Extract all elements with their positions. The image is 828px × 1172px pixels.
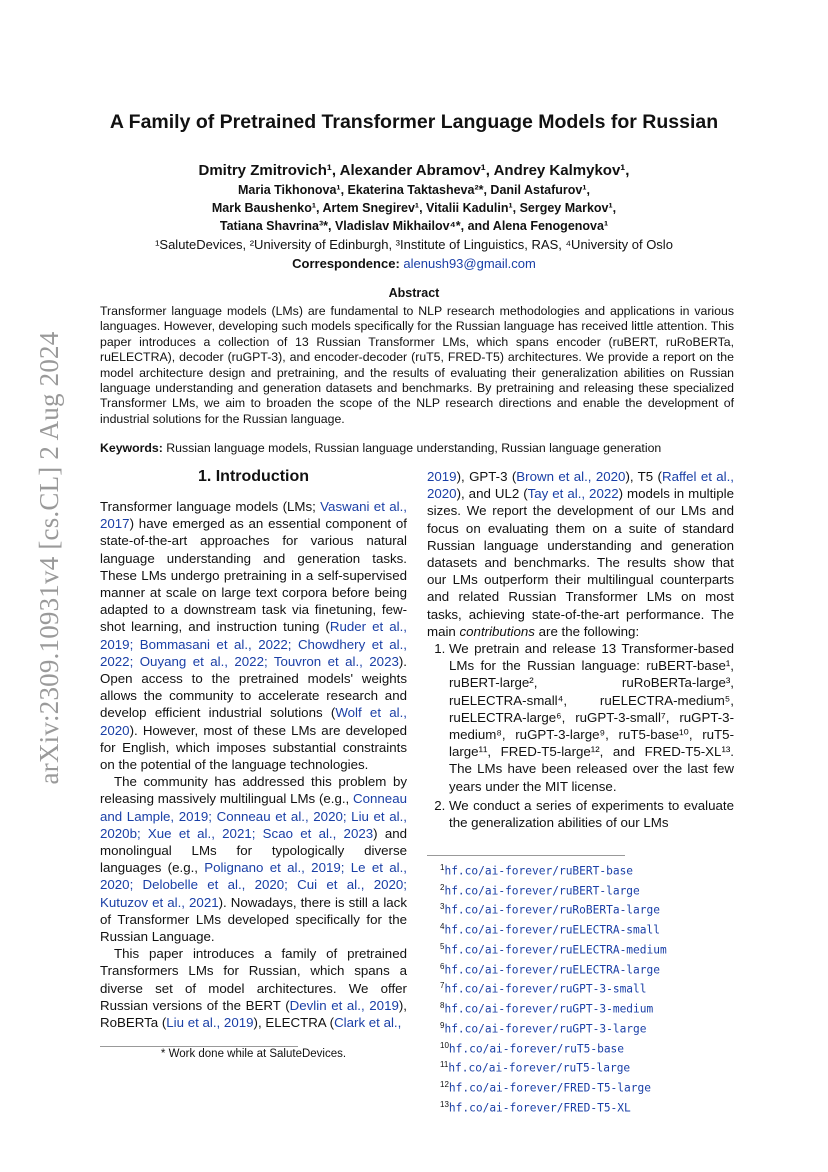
text-span: The community has addressed this problem by releasing massively multilingual LMs (e.g., xyxy=(100,774,407,807)
author-line-4: Tatiana Shavrina³*, Vladislav Mikhailov⁴*, and Alena Fenogenova¹ xyxy=(219,219,609,233)
footnote-link[interactable]: hf.co/ai-forever/ruGPT-3-large xyxy=(444,1022,647,1036)
abstract-text: Transformer language models (LMs) are fundamental to NLP research methodologies and applications in various languages. However, developing such models specifically for the Russian language has received little attention. This paper introduces a collection of 13 Russian Transformer LMs, which spans encoder (ruBERT, ruRoBERTa, ruELECTRA), decoder (ruGPT-3), and encoder-decoder (ruT5, FRED-T5) architectures. We provide a report on the model architecture design and pretraining, and the results of evaluating their generalization abilities on Russian language understanding and generation datasets and benchmarks. By pretraining and releasing these specialized Transformer LMs, we aim to broaden the scope of the NLP research directions and enable the development of industrial solutions for the Russian language. xyxy=(100,304,734,426)
footnote-item xyxy=(440,860,740,880)
footnote-link[interactable]: hf.co/ai-forever/ruT5-base xyxy=(448,1042,625,1056)
footnote-number: 5 xyxy=(440,941,445,951)
correspondence-label: Correspondence: xyxy=(292,256,400,271)
footnote-link[interactable]: hf.co/ai-forever/ruBERT-base xyxy=(444,864,634,878)
text-span: ), T5 ( xyxy=(625,469,662,484)
citation-link[interactable]: Tay et al., 2022 xyxy=(527,486,619,502)
paper-title: A Family of Pretrained Transformer Language Models for Russian xyxy=(109,111,719,133)
text-span: This paper introduces a family of pretrained Transformers LMs for Russian, which spans a diverse set of model architectures. We offer Russian versions of the BERT ( xyxy=(100,946,407,1013)
footnote-link[interactable]: hf.co/ai-forever/ruBERT-large xyxy=(444,884,640,898)
footnote-link[interactable]: hf.co/ai-forever/ruGPT-3-medium xyxy=(444,1002,654,1016)
text-span: ) models in multiple sizes. We report the development of our LMs and focus on evaluating them on a suite of standard Russian language understanding and generation datasets and benchmarks. The results show that our LMs outperform their multilingual counterparts and related Russian Transformer LMs on most tasks, achieving state-of-the-art performance. The main xyxy=(427,486,734,639)
intro-paragraph-3-continued xyxy=(427,468,734,640)
author-line-2: Maria Tikhonova¹, Ekaterina Taktasheva²*, Danil Astafurov¹, xyxy=(238,183,590,197)
footnote-item xyxy=(440,998,740,1018)
footnote-links-list xyxy=(440,860,740,1117)
footnote-number: 2 xyxy=(440,882,445,892)
footnote-rule-left xyxy=(100,1046,298,1047)
contributions-list xyxy=(427,640,734,831)
footnote-number: 8 xyxy=(440,1001,445,1011)
author-block xyxy=(0,160,828,273)
affiliations: ¹SaluteDevices, ²University of Edinburgh, ³Institute of Linguistics, RAS, ⁴University of Oslo xyxy=(155,237,673,252)
text-span: are the following: xyxy=(534,623,640,639)
footnote-item xyxy=(440,1077,740,1097)
keywords xyxy=(100,441,740,456)
citation-link[interactable]: Polignano et al., 2019; Le et al., 2020; Delobelle et al., 2020; Cui et al., 2020; Kutuzov et al., 2021 xyxy=(100,860,407,910)
footnote-link[interactable]: hf.co/ai-forever/ruELECTRA-medium xyxy=(444,943,667,957)
footnote-item xyxy=(440,919,740,939)
text-span: ), GPT-3 ( xyxy=(456,469,517,484)
footnote-item xyxy=(440,899,740,919)
contribution-item-2: 2. We conduct a series of experiments to evaluate the generalization abilities of our LMs xyxy=(449,797,734,831)
footnote-item xyxy=(440,1018,740,1038)
footnote-link[interactable]: hf.co/ai-forever/ruT5-large xyxy=(448,1062,631,1076)
footnote-link[interactable]: hf.co/ai-forever/FRED-T5-XL xyxy=(448,1101,631,1115)
footnote-link[interactable]: hf.co/ai-forever/ruELECTRA-small xyxy=(444,923,660,937)
footnote-number: 13 xyxy=(440,1099,449,1109)
right-column xyxy=(427,468,734,833)
footnote-link[interactable]: hf.co/ai-forever/FRED-T5-large xyxy=(448,1081,651,1095)
keywords-label: Keywords: xyxy=(100,441,163,455)
footnote-item xyxy=(440,880,740,900)
author-line-3: Mark Baushenko¹, Artem Snegirev¹, Vitalii Kadulin¹, Sergey Markov¹, xyxy=(211,201,617,215)
citation-link[interactable]: Conneau and Lample, 2019; Conneau et al., 2020; Liu et al., 2020b; Xue et al., 2021; Scao et al., 2023 xyxy=(100,791,407,841)
citation-link[interactable]: Clark et al., xyxy=(334,1015,402,1031)
text-span: ) have emerged as an essential component of state-of-the-art approaches for various natural language understanding and generation tasks. These LMs undergo pretraining in a self-supervised manner at scale on large text corpora before being adapted to a downstream task via finetuning, few-shot learning, and instruction tuning ( xyxy=(100,516,407,635)
footnote-item xyxy=(440,1097,740,1117)
text-span: ). However, most of these LMs are developed for English, which imposes substantial constraints on the potential of the language technologies. xyxy=(100,722,407,773)
text-span: ) and monolingual LMs for typologically diverse languages (e.g., xyxy=(100,825,408,876)
citation-link[interactable]: Ruder et al., 2019; Bommasani et al., 2022; Chowdhery et al., 2022; Ouyang et al., 2022; Touvron et al., 2023 xyxy=(100,619,407,669)
footnote-link[interactable]: hf.co/ai-forever/ruRoBERTa-large xyxy=(444,904,660,918)
text-span: ). Nowadays, there is still a lack of Transformer LMs developed specifically for the Russian Language. xyxy=(100,894,407,945)
footnote-number: 3 xyxy=(440,902,445,912)
footnote-item xyxy=(440,959,740,979)
footnote-number: 1 xyxy=(440,863,445,872)
contribution-item-1: 1. We pretrain and release 13 Transformer-based LMs for the Russian language: ruBERT-base¹, ruBERT-large², ruRoBERTa-large³, ruELECTRA-small⁴, ruELECTRA-medium⁵, ruELECTRA-large⁶, ruGPT-3-small⁷, ruGPT-3-medium⁸, ruGPT-3-large⁹, ruT5-base¹⁰, ruT5-large¹¹, FRED-T5-large¹², and FRED-T5-XL¹³. The LMs have been released over the last few years under the MIT license. xyxy=(449,640,734,795)
text-span: Transformer language models (LMs; xyxy=(100,499,321,514)
footnote-item xyxy=(440,939,740,959)
footnote-number: 4 xyxy=(440,922,445,932)
citation-link[interactable]: Wolf et al., 2020 xyxy=(100,705,408,738)
intro-paragraph-2 xyxy=(100,773,407,945)
keywords-text: Russian language models, Russian language understanding, Russian language generation xyxy=(162,441,662,455)
intro-paragraph-1 xyxy=(100,498,407,773)
emphasis-contributions: contributions xyxy=(459,623,535,639)
footnote-link[interactable]: hf.co/ai-forever/ruGPT-3-small xyxy=(444,983,647,997)
correspondence xyxy=(0,254,828,273)
citation-link[interactable]: Raffel et al., 2020 xyxy=(427,469,734,502)
footnote-item xyxy=(440,978,740,998)
text-span: ), RoBERTa ( xyxy=(100,997,407,1031)
citation-link[interactable]: Devlin et al., 2019 xyxy=(289,997,399,1013)
footnote-number: 12 xyxy=(440,1080,449,1090)
text-span: ). Open access to the pretrained models' weights allows the community to accelerate research and develop efficient industrial solutions ( xyxy=(100,653,407,721)
arxiv-identifier: arXiv:2309.10931v4 [cs.CL] 2 Aug 2024 xyxy=(34,331,64,785)
footnote-work-done: * Work done while at SaluteDevices. xyxy=(160,1048,347,1060)
citation-link[interactable]: Liu et al., 2019 xyxy=(166,1015,254,1031)
text-span: ), and UL2 ( xyxy=(456,486,528,502)
footnote-number: 6 xyxy=(440,961,445,971)
footnote-number: 9 xyxy=(440,1020,445,1030)
correspondence-email-link[interactable]: alenush93@gmail.com xyxy=(403,256,536,271)
citation-link[interactable]: 2019 xyxy=(427,469,457,484)
footnote-rule-right xyxy=(427,855,625,856)
author-line-1: Dmitry Zmitrovich¹, Alexander Abramov¹, Andrey Kalmykov¹, xyxy=(198,162,630,179)
footnote-number: 10 xyxy=(440,1040,449,1050)
intro-paragraph-3 xyxy=(100,945,407,1031)
left-column xyxy=(100,498,407,1031)
citation-link[interactable]: Brown et al., 2020 xyxy=(516,469,626,484)
footnote-number: 7 xyxy=(440,981,445,991)
footnote-item xyxy=(440,1057,740,1077)
footnote-link[interactable]: hf.co/ai-forever/ruELECTRA-large xyxy=(444,963,660,977)
footnote-item xyxy=(440,1038,740,1058)
abstract-heading: Abstract xyxy=(388,286,440,300)
section-heading-introduction: 1. Introduction xyxy=(197,468,310,485)
citation-link[interactable]: Vaswani et al., 2017 xyxy=(100,499,407,532)
text-span: ), ELECTRA ( xyxy=(253,1015,335,1031)
footnote-number: 11 xyxy=(440,1060,449,1070)
